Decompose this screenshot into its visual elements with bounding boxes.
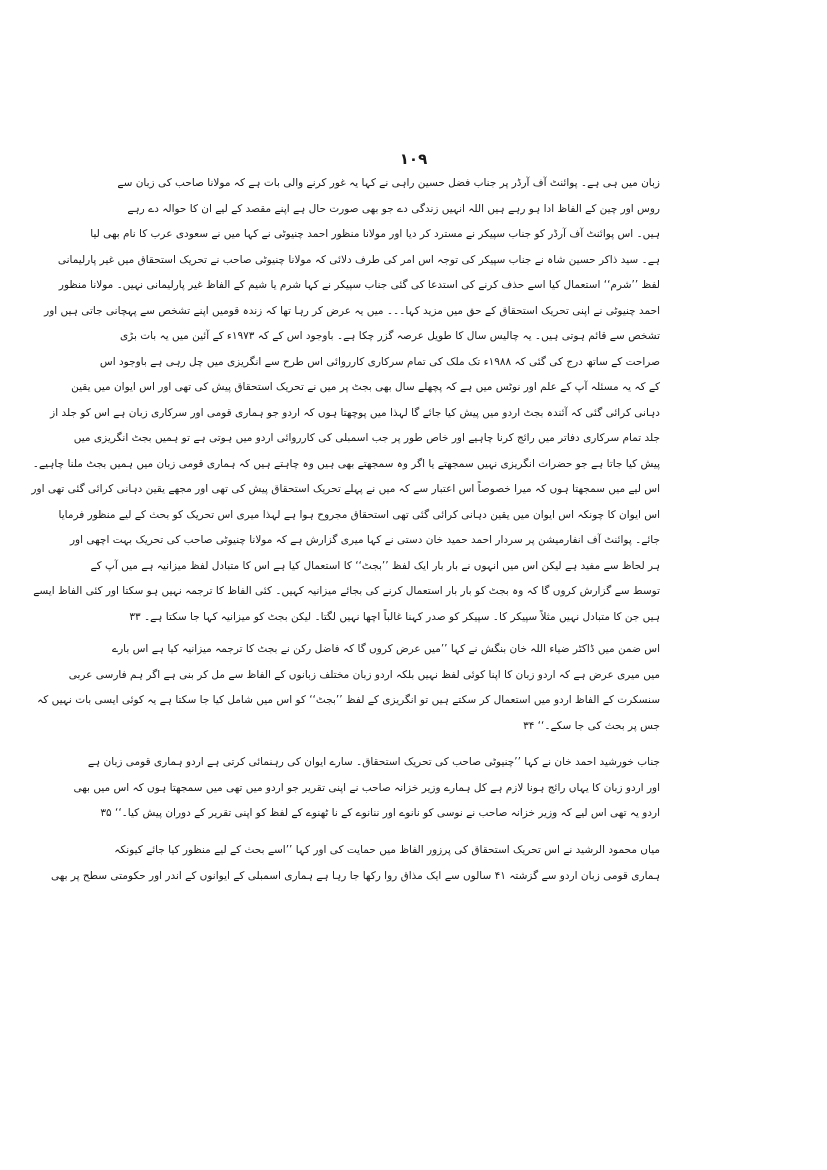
text-line: احمد چنیوٹی نے اپنی تحریک استحقاق کے حق میں مزید کہا۔۔۔ میں یہ عرض کر رہا تھا کہ زندہ قومیں اپنے تشخص سے پہچانی جاتی ہیں اور	[44, 304, 660, 317]
text-line: زبان میں ہی ہے۔ پوائنٹ آف آرڈر پر جناب فضل حسین راہی نے کہا یہ غور کرنے والی بات ہے کہ مولانا صاحب کی زبان سے	[117, 177, 660, 189]
paragraph-1	[31, 171, 660, 630]
text-line: پیش کیا جاتا ہے جو حضرات انگریزی نہیں سمجھتے یا اگر وہ سمجھتے بھی ہیں وہ چاہتے ہیں کہ ہماری قومی زبان میں ہمیں بجٹ ملنا چاہیے۔	[32, 457, 660, 470]
text-line: ہے۔ سید ذاکر حسین شاہ نے جناب سپیکر کی توجہ اس امر کی طرف دلائی کہ مولانا چنیوٹی صاحب نے تحریک استحقاق میں غیر پارلیمانی	[57, 253, 660, 266]
paragraph-3	[73, 750, 660, 827]
text-line: دہانی کرائی گئی کہ آئندہ بجٹ اردو میں پیش کیا جائے گا لہذا میں پوچھتا ہوں کہ اردو جو ہماری قومی اور سرکاری زبان ہے اس کو جلد از	[50, 406, 660, 419]
text-line: اور اردو زبان کا یہاں رائج ہونا لازم ہے کل ہمارے وزیر خزانہ صاحب نے اپنی تقریر جو اردو میں تھی میں سمجھتا ہوں کہ اس میں بھی	[73, 781, 660, 794]
text-line: جناب خورشید احمد خان نے کہا ’’چنیوٹی صاحب کی تحریک استحقاق۔ سارے ایوان کی رہنمائی کرتی ہے اردو ہماری قومی زبان ہے	[87, 756, 660, 768]
text-line: ہیں جن کا متبادل نہیں مثلاً سپیکر کا۔ سپیکر کو صدر کہنا غالباً اچھا نہیں لگتا۔ لیکن بجٹ کو میزانیہ کہا جا سکتا ہے۔ ۳۳	[129, 610, 660, 623]
text-line: سنسکرت کے الفاظ اردو میں استعمال کر سکتے ہیں تو انگریزی کے لفظ ’’بجٹ‘‘ کو اس میں شامل کیا جا سکتا ہے یہ کوئی ایسی بات نہیں کہ	[37, 694, 660, 706]
paragraph-2	[37, 637, 660, 739]
text-line: ہیں۔ اس پوائنٹ آف آرڈر کو جناب سپیکر نے مسترد کر دیا اور مولانا منظور احمد چنیوٹی نے کہا میں نے سعودی عرب کا نام بھی لیا	[90, 228, 660, 240]
text-line: توسط سے گزارش کروں گا کہ وہ بجٹ کو بار بار استعمال کرنے کی بجائے میزانیہ کہیں۔ کئی الفاظ کا ترجمہ نہیں ہو سکتا اور کئی الفاظ ایسے	[33, 585, 660, 597]
text-line: تشخص سے قائم ہوتی ہیں۔ یہ چالیس سال کا طویل عرصہ گزر چکا ہے۔ باوجود اس کے کہ ۱۹۷۳ء کے آئین میں یہ بات بڑی	[119, 330, 660, 342]
text-line: میں میری عرض ہے کہ اردو زبان کا اپنا کوئی لفظ نہیں بلکہ اردو زبان مختلف زبانوں کے الفاظ سے مل کر بنی ہے اگر ہم فارسی عربی	[68, 668, 660, 681]
text-line: جس پر بحث کی جا سکے۔‘‘ ۳۴	[523, 719, 660, 732]
text-line: لفظ ’’شرم‘‘ استعمال کیا اسے حذف کرنے کی استدعا کی گئی جناب سپیکر نے کہا شرم یا شیم کے الفاظ غیر پارلیمانی نہیں۔ مولانا منظور	[58, 279, 660, 291]
text-line: صراحت کے ساتھ درج کی گئی کہ ۱۹۸۸ء تک ملک کی تمام سرکاری کارروائی اس طرح سے انگریزی میں چل رہی ہے باوجود اس	[99, 355, 660, 368]
text-line: اس ضمن میں ڈاکٹر ضیاء اللہ خان بنگش نے کہا ’’میں عرض کروں گا کہ فاضل رکن نے بجٹ کا ترجمہ میزانیہ کیا ہے اس بارے	[111, 643, 660, 655]
text-line: ہماری قومی زبان اردو سے گزشتہ ۴۱ سالوں سے ایک مذاق روا رکھا جا رہا ہے ہماری اسمبلی کے ایوانوں کے اندر اور حکومتی سطح پر بھی	[51, 869, 660, 882]
paragraph-4	[51, 838, 660, 889]
text-line: میاں محمود الرشید نے اس تحریک استحقاق کی پرزور الفاظ میں حمایت کی اور کہا ’’اسے بحث کے لیے منظور کیا جائے کیونکہ	[114, 844, 660, 856]
text-line: اردو یہ تھی اس لیے کہ وزیر خزانہ صاحب نے نوسی کو نانوے اور ننانوے کے نا ٹھنوے کے لفظ کو اپنی تقریر کے دوران پیش کیا۔‘‘ ۳۵	[100, 807, 660, 819]
text-line: اس لیے میں سمجھتا ہوں کہ میرا خصوصاً اس اعتبار سے کہ میں نے پہلے تحریک استحقاق پیش کی تھی اور مجھے یقین دہانی کرائی گئی تھی اور	[31, 483, 660, 495]
text-line: روس اور چین کے الفاظ ادا ہو رہے ہیں اللہ انہیں زندگی دے جو بھی صورت حال ہے اپنے مقصد کے لیے ان کا حوالہ دے رہے	[127, 202, 660, 215]
text-line: جائے۔ پوائنٹ آف انفارمیشن پر سردار احمد حمید خان دستی نے کہا میری گزارش ہے کہ مولانا چنیوٹی صاحب کی تحریک بہت اچھی اور	[69, 534, 660, 546]
text-line: اس ایوان کا چونکہ اس ایوان میں یقین دہانی کرائی گئی تھی استحقاق مجروح ہوا ہے لہذا میری اس تحریک کو بحث کے لیے منظور فرمایا	[58, 508, 660, 521]
text-line: کے کہ یہ مسئلہ آپ کے علم اور نوٹس میں ہے کہ پچھلے سال بھی بجٹ پر میں نے تحریک استحقاق پیش کی تھی اور اس ایوان میں یقین	[71, 381, 660, 393]
text-line: جلد تمام سرکاری دفاتر میں رائج کرنا چاہیے اور خاص طور پر جب اسمبلی کی کارروائی اردو میں ہوتی ہے تو ہمیں بجٹ انگریزی میں	[73, 432, 660, 444]
page-number: ۱۰۹	[399, 150, 428, 168]
text-line: ہر لحاظ سے مفید ہے لیکن اس میں انہوں نے بار بار ایک لفظ ’’بجٹ‘‘ کا استعمال کیا ہے اس کا متبادل لفظ میزانیہ ہے میں آپ کے	[90, 559, 660, 572]
